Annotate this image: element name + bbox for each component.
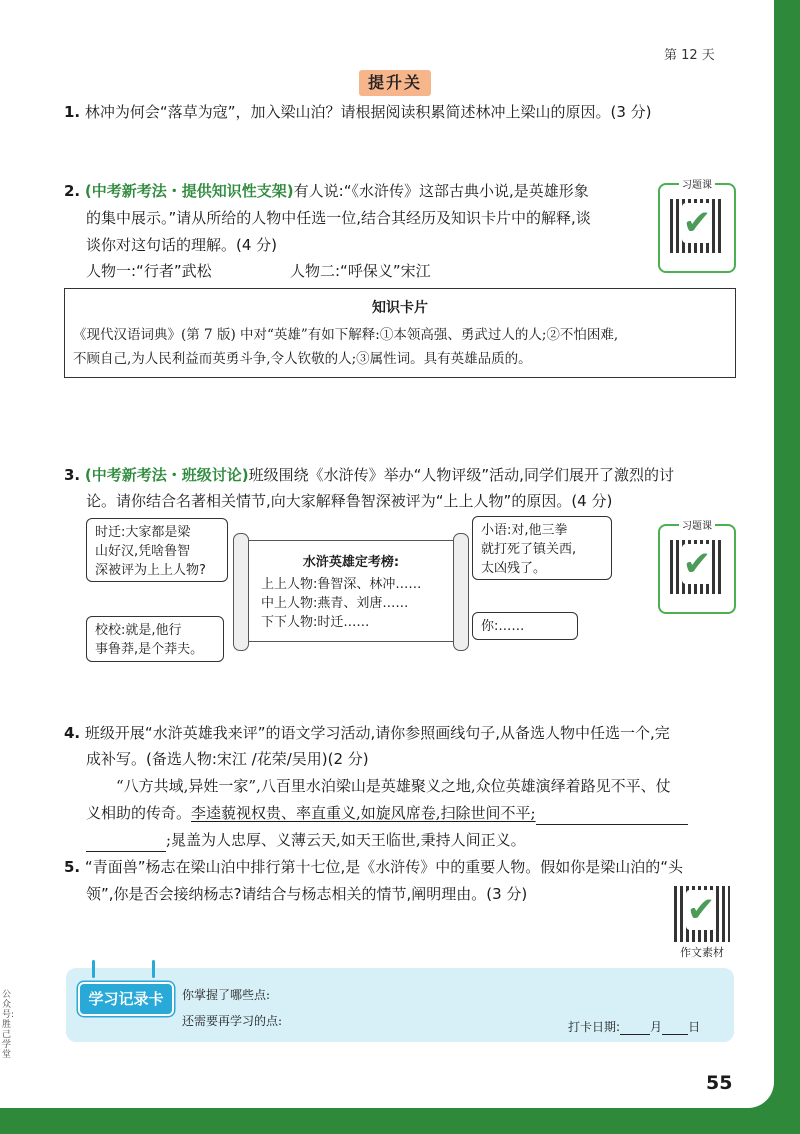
question-3-text: 班级围绕《水浒传》举办“人物评级”活动,同学们展开了激烈的讨 [248,466,674,484]
qr-caption: 习题课 [679,180,715,191]
question-1-text: 林冲为何会“落草为寇”，加入梁山泊？请根据阅读积累简述林冲上梁山的原因。(3 分) [84,103,652,121]
speech-bubble-xiaoyu [472,516,612,580]
scroll-line: 中上人物:燕青、刘唐…… [261,596,409,611]
bubble-line: 时迁:大家都是梁 [95,525,191,540]
month-label: 月 [650,1020,663,1034]
qr-caption-essay: 作文素材 [680,946,724,959]
binder-ring [152,960,155,978]
passage-text: 义相助的传奇。 [86,804,192,822]
day-label: 日 [688,1020,701,1034]
bubble-line: 事鲁莽,是个莽夫。 [95,642,204,657]
knowledge-card [64,288,736,378]
scroll-list [261,575,421,632]
question-3-line-1 [64,464,674,486]
question-2-line-2: 的集中展示。”请从所给的人物中任选一位,结合其经历及知识卡片中的解释,谈 [86,209,591,227]
question-4-passage-2 [86,802,688,825]
question-4-line-1 [64,722,670,744]
hero-ranking-scroll [242,540,460,642]
bubble-line: 山好汉,凭啥鲁智 [95,544,191,559]
bubble-line: 就打死了镇关西, [481,542,577,557]
bubble-line: 小语:对,他三拳 [481,523,568,538]
speech-bubble-xiaoxiao [86,616,224,662]
bubble-line: 深被评为上上人物? [95,563,206,578]
question-number: 4. [64,724,81,742]
question-2-tag: (中考新考法・提供知识性支架) [84,182,294,200]
question-5-text: “青面兽”杨志在梁山泊中排行第十七位,是《水浒传》中的重要人物。假如你是梁山泊的“头 [84,858,684,876]
question-3-tag: (中考新考法・班级讨论) [84,466,249,484]
question-2-line-1 [64,180,589,202]
question-1 [64,101,651,123]
knowledge-card-line: 不顾自己,为人民利益而英勇斗争,令人钦敬的人;③属性词。具有英雄品质的。 [73,351,532,367]
speech-bubble-shiqian [86,518,228,582]
question-4-passage-1: “八方共域,异姓一家”,八百里水泊梁山是英雄聚义之地,众位英雄演绎着路见不平、仗 [116,777,671,795]
underlined-sentence: 李逵藐视权贵、率直重义,如旋风席卷,扫除世间不平; [191,804,536,822]
scroll-line: 上上人物:鲁智深、林冲…… [261,577,422,592]
day-label: 第 12 天 [664,48,715,63]
qr-code-icon [674,886,730,942]
knowledge-card-line: 《现代汉语词典》(第 7 版) 中对“英雄”有如下解释:①本领高强、勇武过人的人;②不怕困难, [73,327,619,343]
person-1: 人物一:“行者”武松 [86,262,212,280]
question-5-line-1 [64,856,683,878]
mastered-label: 你掌握了哪些点: [182,988,271,1002]
question-number: 2. [64,182,81,200]
qr-caption: 习题课 [679,521,715,532]
question-number: 1. [64,103,81,121]
person-2: 人物二:“呼保义”宋江 [290,262,431,280]
record-card-tag: 学习记录卡 [78,982,174,1016]
question-4-passage-3 [86,829,526,852]
question-4-text: 班级开展“水浒英雄我来评”的语文学习活动,请你参照画线句子,从备选人物中任选一个,完 [84,724,670,742]
checkin-label: 打卡日期: [568,1020,621,1034]
study-record-card [66,968,734,1042]
question-5-line-2: 领”,你是否会接纳杨志?请结合与杨志相关的情节,阐明理由。(3 分) [86,885,528,903]
scroll-title: 水浒英雄定考榜: [302,555,400,570]
speech-bubble-you: 你:…… [472,612,578,640]
side-watermark: 公众号:胜己学堂 [2,990,15,1060]
scroll-line: 下下人物:时迁…… [261,615,370,630]
page-number: 55 [706,1072,733,1094]
section-title: 提升关 [359,70,431,96]
question-3-line-2: 论。请你结合名著相关情节,向大家解释鲁智深被评为“上上人物”的原因。(4 分) [86,492,613,510]
review-label: 还需要再学习的点: [182,1014,283,1028]
question-number: 5. [64,858,81,876]
qr-code-exercise[interactable] [658,521,736,614]
question-number: 3. [64,466,81,484]
passage-text: ;晁盖为人忠厚、义薄云天,如天王临世,秉持人间正义。 [166,831,526,849]
knowledge-card-title: 知识卡片 [372,300,428,316]
answer-blank[interactable] [536,802,688,825]
question-4-line-2: 成补写。(备选人物:宋江 /花荣/吴用)(2 分) [86,750,369,768]
qr-code-icon [670,540,724,594]
question-2-line-3: 谈你对这句话的理解。(4 分) [86,236,278,254]
bubble-line: 太凶残了。 [481,561,547,576]
qr-code-exercise[interactable] [658,180,736,273]
qr-code-essay[interactable] [672,886,732,942]
binder-ring [92,960,95,978]
bubble-line: 校校:就是,他行 [95,623,182,638]
question-2-text: 有人说:“《水浒传》这部古典小说,是英雄形象 [293,182,589,200]
qr-code-icon [670,199,724,253]
answer-blank[interactable] [86,829,166,852]
checkin-date [568,1018,700,1035]
knowledge-card-body [73,323,727,371]
month-blank[interactable] [620,1020,650,1035]
day-blank[interactable] [662,1020,688,1035]
